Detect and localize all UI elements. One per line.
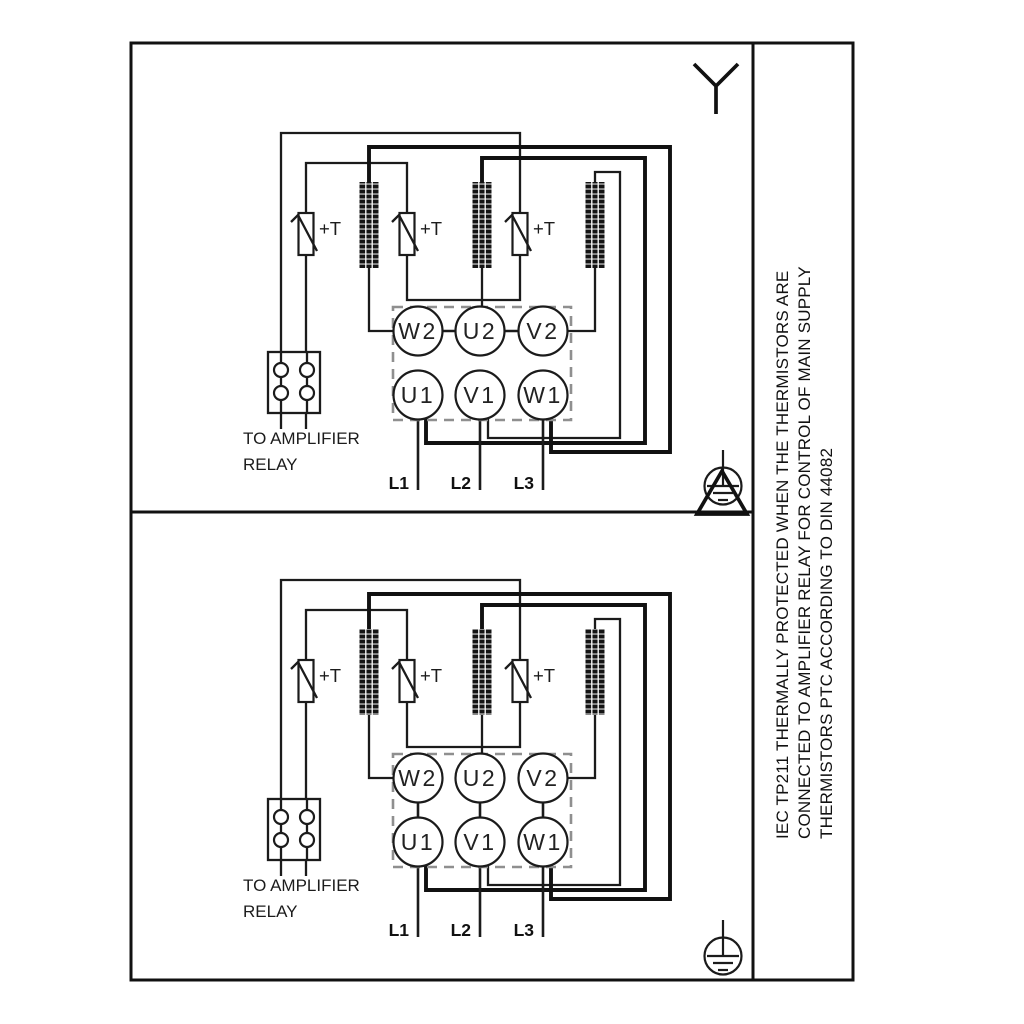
- terminal-label: W1: [523, 829, 563, 855]
- winding-coil: [473, 629, 492, 715]
- winding-hatch: [360, 629, 379, 715]
- winding-hatch: [586, 182, 605, 268]
- thermistor-label: +T: [533, 218, 556, 239]
- terminal-label: U2: [462, 765, 498, 791]
- winding-coil: [473, 182, 492, 268]
- terminal-label: V1: [463, 829, 497, 855]
- supply-label: L3: [513, 473, 534, 493]
- thermistor-label: +T: [420, 665, 443, 686]
- star-icon: [694, 64, 738, 114]
- relay-terminal: [300, 386, 314, 400]
- wire: [407, 702, 520, 747]
- earth-ground-icon: [705, 920, 742, 975]
- relay-terminal: [274, 833, 288, 847]
- annotation-column: [773, 266, 836, 839]
- thermistor: [291, 213, 341, 255]
- terminal-label: V1: [463, 382, 497, 408]
- thermistor-label: +T: [533, 665, 556, 686]
- thermistor: [392, 660, 442, 702]
- amplifier-relay-note: RELAY: [243, 455, 298, 474]
- wire: [407, 255, 520, 300]
- annotation-line: THERMISTORS PTC ACCORDING TO DIN 44082: [817, 447, 836, 839]
- relay-terminal: [300, 363, 314, 377]
- amplifier-relay-note: TO AMPLIFIER: [243, 429, 360, 448]
- delta-connection-panel: [243, 471, 747, 975]
- winding-hatch: [586, 629, 605, 715]
- thermistor-label: +T: [420, 218, 443, 239]
- relay-terminal-box: [268, 352, 320, 413]
- annotation-line: CONNECTED TO AMPLIFIER RELAY FOR CONTROL OF MAIN SUPPLY: [795, 266, 814, 839]
- relay-terminal: [300, 810, 314, 824]
- terminal-label: W2: [398, 318, 438, 344]
- supply-label: L1: [388, 920, 409, 940]
- relay-terminal: [274, 810, 288, 824]
- thermistor: [392, 213, 442, 255]
- terminal-label: V2: [526, 318, 560, 344]
- thermistor: [505, 660, 555, 702]
- supply-label: L2: [450, 473, 471, 493]
- relay-terminal: [300, 833, 314, 847]
- thermistor: [291, 660, 341, 702]
- thermistor: [505, 213, 555, 255]
- terminal-label: U1: [400, 829, 436, 855]
- wire: [306, 610, 407, 660]
- winding-hatch: [360, 182, 379, 268]
- relay-terminal: [274, 386, 288, 400]
- supply-label: L3: [513, 920, 534, 940]
- thermistor-label: +T: [319, 218, 342, 239]
- terminal-label: W2: [398, 765, 438, 791]
- terminal-label: U2: [462, 318, 498, 344]
- winding-coil: [360, 182, 379, 268]
- winding-coil: [360, 629, 379, 715]
- amplifier-relay-note: RELAY: [243, 902, 298, 921]
- winding-coil: [586, 182, 605, 268]
- winding-hatch: [473, 182, 492, 268]
- terminal-label: V2: [526, 765, 560, 791]
- supply-label: L1: [388, 473, 409, 493]
- wire: [306, 163, 407, 213]
- winding-coil: [586, 629, 605, 715]
- star-connection-panel: [243, 64, 742, 505]
- supply-label: L2: [450, 920, 471, 940]
- terminal-label: W1: [523, 382, 563, 408]
- terminal-label: U1: [400, 382, 436, 408]
- thermistor-label: +T: [319, 665, 342, 686]
- annotation-line: IEC TP211 THERMALLY PROTECTED WHEN THE THERMISTORS ARE: [773, 270, 792, 839]
- amplifier-relay-note: TO AMPLIFIER: [243, 876, 360, 895]
- relay-terminal-box: [268, 799, 320, 860]
- relay-terminal: [274, 363, 288, 377]
- winding-hatch: [473, 629, 492, 715]
